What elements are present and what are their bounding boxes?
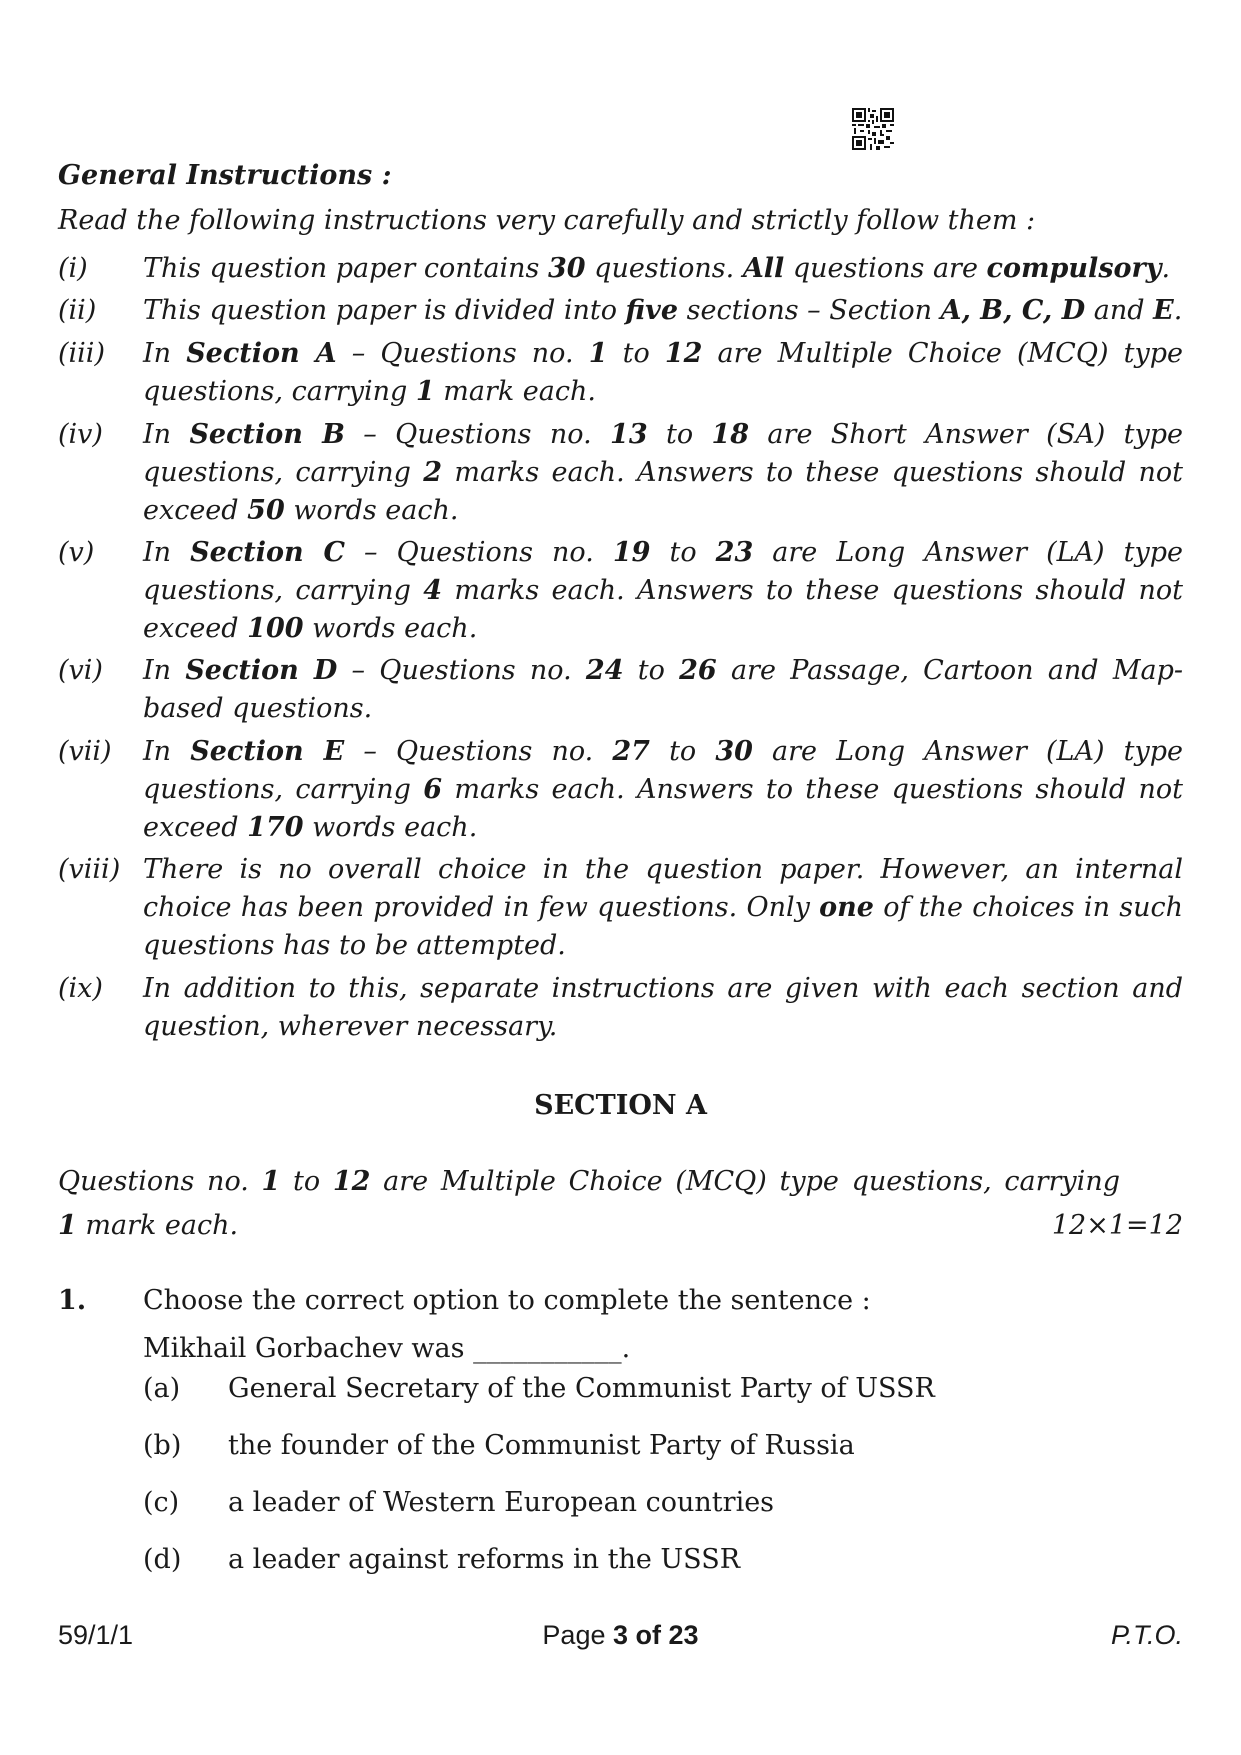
text-run: of the choices in such questions has to be attempted.	[143, 892, 1183, 961]
instruction-item	[58, 335, 1183, 411]
instruction-text	[143, 652, 1183, 728]
option-label: (d)	[143, 1544, 182, 1575]
text-run: In addition to this, separate instructions are given with each section and question, wherever necessary.	[143, 973, 1183, 1042]
instruction-number: (viii)	[58, 854, 121, 885]
emphasis-text: 100	[247, 613, 304, 644]
emphasis-text: 6	[423, 774, 443, 805]
page-prefix: Page	[542, 1620, 613, 1650]
emphasis-text: 50	[247, 495, 285, 526]
emphasis-text: 1	[415, 376, 435, 407]
instruction-item	[58, 652, 1183, 728]
text-run: words each.	[284, 495, 459, 526]
text-run: are Long Answer (LA) type questions, carrying	[143, 736, 1183, 805]
option-text: a leader against reforms in the USSR	[228, 1544, 741, 1575]
option-label: (c)	[143, 1487, 180, 1518]
emphasis-text: 1	[261, 1166, 281, 1197]
pto-label: P.T.O.	[1110, 1620, 1183, 1650]
emphasis-text: 12	[664, 338, 703, 369]
emphasis-text: 12	[332, 1166, 371, 1197]
text-run: Questions no.	[58, 1166, 262, 1197]
instruction-item	[58, 851, 1183, 965]
text-run: marks each. Answers to these questions should not exceed	[143, 774, 1184, 843]
text-run: mark each.	[76, 1210, 239, 1241]
emphasis-text: compulsory	[986, 253, 1162, 284]
instruction-text	[143, 733, 1183, 847]
emphasis-text: 30	[715, 736, 753, 767]
option-label: (a)	[143, 1373, 181, 1404]
text-run: mark each.	[434, 376, 596, 407]
instruction-number: (ix)	[58, 973, 103, 1004]
emphasis-text: Section B	[189, 419, 345, 450]
emphasis-text: 26	[679, 655, 717, 686]
instruction-item	[58, 534, 1183, 648]
question-stem: Mikhail Gorbachev was ___________.	[143, 1333, 631, 1364]
instruction-text	[143, 534, 1183, 648]
emphasis-text: 24	[585, 655, 624, 686]
question-prompt: Choose the correct option to complete the sentence :	[143, 1285, 871, 1316]
text-run: In	[143, 338, 187, 369]
emphasis-text: 30	[548, 253, 586, 284]
instruction-number: (iv)	[58, 419, 103, 450]
question-1	[58, 1282, 1183, 1368]
text-run: .	[1173, 295, 1183, 326]
text-run: to	[650, 537, 716, 568]
text-run: to	[647, 419, 712, 450]
instruction-item	[58, 292, 1183, 330]
text-run: – Questions no.	[336, 338, 589, 369]
emphasis-text: Section D	[185, 655, 338, 686]
instruction-text	[143, 970, 1183, 1046]
emphasis-text: 1	[58, 1210, 77, 1241]
text-run: are Multiple Choice (MCQ) type questions, carrying	[143, 338, 1183, 407]
emphasis-text: Section A	[186, 338, 337, 369]
text-run: to	[607, 338, 665, 369]
section-a-instructions	[58, 1160, 1183, 1248]
text-run: – Questions no.	[344, 419, 611, 450]
instruction-text	[143, 292, 1183, 330]
page-total: 23	[668, 1620, 699, 1650]
text-run: There is no overall choice in the question paper. However, an internal choice has been provided in few questions. Only	[143, 854, 1183, 923]
text-run: – Questions no.	[337, 655, 586, 686]
text-run: In	[143, 736, 191, 767]
instruction-text	[143, 416, 1183, 530]
instruction-number: (iii)	[58, 338, 105, 369]
text-run: are Long Answer (LA) type questions, carrying	[143, 537, 1183, 606]
emphasis-text: 23	[715, 537, 754, 568]
text-run: – Questions no.	[344, 736, 613, 767]
text-run: questions.	[585, 253, 743, 284]
section-a-instruction-line2	[58, 1204, 1183, 1248]
text-run: – Questions no.	[344, 537, 613, 568]
text-run: to	[623, 655, 680, 686]
instruction-text	[143, 335, 1183, 411]
general-instructions-title: General Instructions :	[58, 160, 392, 191]
emphasis-text: Section C	[190, 537, 345, 568]
emphasis-text: 19	[612, 537, 651, 568]
paper-code: 59/1/1	[58, 1620, 134, 1650]
emphasis-text: All	[742, 253, 785, 284]
text-run: In	[143, 419, 190, 450]
text-run: words each.	[303, 812, 478, 843]
text-run: are Passage, Cartoon and Map-based questions.	[143, 655, 1183, 724]
text-run: questions are	[784, 253, 987, 284]
emphasis-text: 4	[423, 575, 443, 606]
text-run: marks each. Answers to these questions should not exceed	[143, 457, 1184, 526]
emphasis-text: 27	[612, 736, 650, 767]
text-run: to	[649, 736, 716, 767]
option-text: General Secretary of the Communist Party of USSR	[228, 1373, 935, 1404]
text-run: marks each. Answers to these questions should not exceed	[143, 575, 1184, 644]
emphasis-text: five	[625, 295, 679, 326]
text-run: are Short Answer (SA) type questions, carrying	[143, 419, 1183, 488]
emphasis-text: Section E	[190, 736, 345, 767]
instruction-item	[58, 250, 1183, 288]
instruction-number: (ii)	[58, 295, 97, 326]
page-number	[0, 1620, 1241, 1651]
instruction-number: (v)	[58, 537, 95, 568]
text-run: are Multiple Choice (MCQ) type questions, carrying	[370, 1166, 1120, 1197]
section-a-marks: 12×1=12	[1051, 1210, 1183, 1241]
instruction-item	[58, 733, 1183, 847]
text-run: This question paper contains	[143, 253, 548, 284]
section-a-instruction-line1	[58, 1160, 1120, 1204]
instruction-item	[58, 416, 1183, 530]
general-instructions-intro: Read the following instructions very carefully and strictly follow them :	[58, 205, 1036, 236]
instruction-item	[58, 970, 1183, 1046]
option-label: (b)	[143, 1430, 182, 1461]
emphasis-text: 18	[711, 419, 750, 450]
text-run: In	[143, 537, 191, 568]
section-a-heading: SECTION A	[534, 1090, 707, 1121]
text-run: words each.	[303, 613, 478, 644]
option-text: the founder of the Communist Party of Russia	[228, 1430, 855, 1461]
emphasis-text: 170	[247, 812, 304, 843]
text-run: This question paper is divided into	[143, 295, 626, 326]
page-of: of	[628, 1620, 669, 1650]
emphasis-text: A, B, C, D	[940, 295, 1086, 326]
emphasis-text: 13	[610, 419, 648, 450]
emphasis-text: E	[1153, 295, 1174, 326]
text-run: and	[1085, 295, 1154, 326]
emphasis-text: one	[819, 892, 874, 923]
text-run: .	[1161, 253, 1171, 284]
section-a-instruction-line2-text	[58, 1210, 238, 1241]
text-run: In	[143, 655, 186, 686]
option-text: a leader of Western European countries	[228, 1487, 775, 1518]
text-run: to	[280, 1166, 333, 1197]
instruction-text	[143, 250, 1183, 288]
qr-code	[852, 108, 894, 150]
text-run: sections – Section	[678, 295, 941, 326]
instruction-number: (i)	[58, 253, 88, 284]
page-current: 3	[612, 1620, 629, 1650]
emphasis-text: 1	[588, 338, 608, 369]
emphasis-text: 2	[423, 457, 443, 488]
instruction-number: (vi)	[58, 655, 103, 686]
instruction-number: (vii)	[58, 736, 112, 767]
instruction-text	[143, 851, 1183, 965]
question-number: 1.	[58, 1285, 87, 1316]
